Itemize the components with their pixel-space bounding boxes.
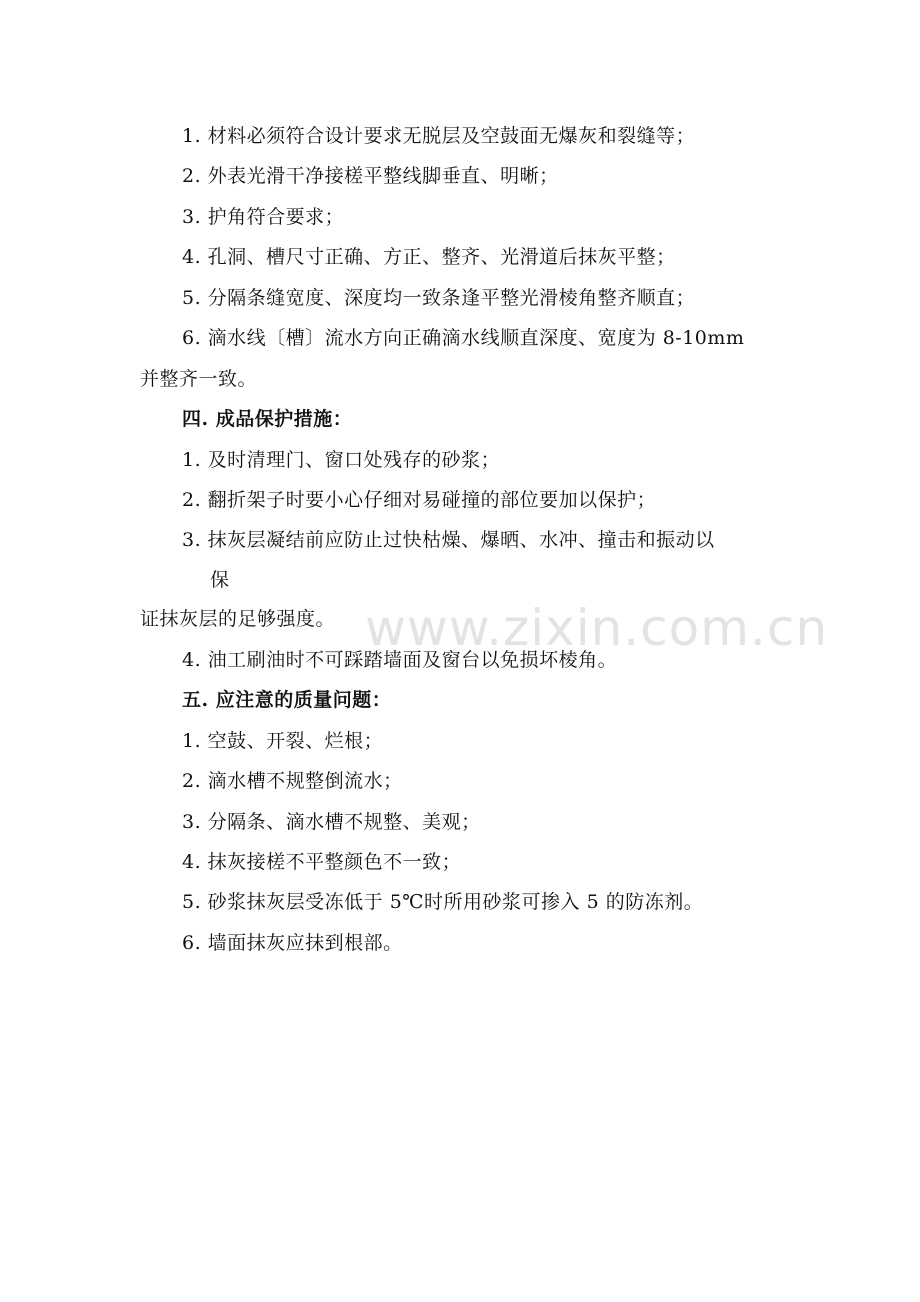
section-5-heading: 五. 应注意的质量问题： [182, 689, 392, 711]
protection-item-2: 2. 翻折架子时要小心仔细对易碰撞的部位要加以保护； [182, 489, 657, 511]
protection-item-3: 3. 抹灰层凝结前应防止过快枯燥、爆晒、水冲、撞击和振动以 [182, 529, 715, 551]
quality-item-2: 2. 外表光滑干净接槎平整线脚垂直、明晰； [182, 165, 559, 187]
quality-item-4: 4. 孔洞、槽尺寸正确、方正、整齐、光滑道后抹灰平整； [182, 246, 676, 268]
issue-item-5: 5. 砂浆抹灰层受冻低于 5℃时所用砂浆可掺入 5 的防冻剂。 [182, 891, 704, 913]
quality-item-6: 6. 滴水线〔槽〕流水方向正确滴水线顺直深度、宽度为 8-10mm [182, 327, 745, 349]
quality-item-3: 3. 护角符合要求； [182, 206, 345, 228]
protection-item-4: 4. 油工刷油时不可踩踏墙面及窗台以免损坏棱角。 [182, 649, 618, 671]
issue-item-1: 1. 空鼓、开裂、烂根； [182, 730, 384, 752]
protection-item-3-continued: 证抹灰层的足够强度。 [140, 608, 336, 630]
section-4-heading: 四. 成品保护措施： [182, 408, 353, 430]
watermark: www.zixin.com.cn [365, 599, 829, 657]
protection-item-3-wrap: 保 [210, 569, 230, 591]
quality-item-1: 1. 材料必须符合设计要求无脱层及空鼓面无爆灰和裂缝等； [182, 125, 696, 147]
issue-item-3: 3. 分隔条、滴水槽不规整、美观； [182, 811, 481, 833]
quality-item-6-continued: 并整齐一致。 [140, 368, 258, 390]
protection-item-1: 1. 及时清理门、窗口处残存的砂浆； [182, 449, 501, 471]
issue-item-4: 4. 抹灰接槎不平整颜色不一致； [182, 851, 462, 873]
quality-item-5: 5. 分隔条缝宽度、深度均一致条逢平整光滑棱角整齐顺直； [182, 287, 696, 309]
issue-item-6: 6. 墙面抹灰应抹到根部。 [182, 932, 403, 954]
issue-item-2: 2. 滴水槽不规整倒流水； [182, 770, 403, 792]
